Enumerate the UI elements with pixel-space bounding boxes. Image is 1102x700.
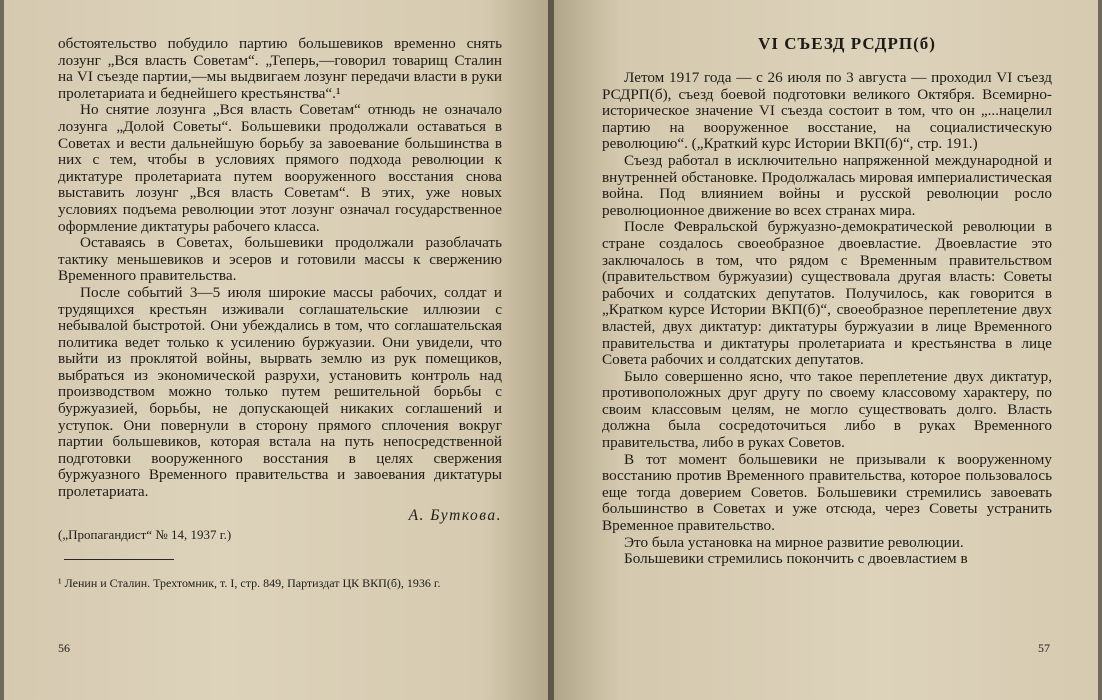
section-heading: VI СЪЕЗД РСДРП(б) xyxy=(758,34,936,53)
paragraph: Было совершенно ясно, что такое переплетение двух диктатур, противоположных друг другу по своему классовому характеру, по своим классовым целям, не могло существовать долго. Власть должна была сосредоточиться либо в руках Временного правительства, либо в руках Советов. xyxy=(602,367,1052,452)
paragraph: Оставаясь в Советах, большевики продолжали разоблачать тактику меньшевиков и эсеров и готовили массы к свержению Временного правительства. xyxy=(58,234,502,285)
left-page xyxy=(4,0,548,700)
page-number: 57 xyxy=(1038,641,1050,655)
left-page-text xyxy=(58,36,502,501)
paragraph: После Февральской буржуазно-демократической революции в стране создалось своеобразное двоевластие. Двоевластие это заключалось в том, что рядом с Временным правительством (правительством буржуазии) существовала другая власть: Советы рабочих и солдатских депутатов. Получилось, как говорится в „Кратком курсе Истории ВКП(б)“, своеобразное переплетение двух властей, двух диктатур: диктатуры буржуазии в лице Временного правительства и диктатуры пролетариата и крестьянства в лице Совета рабочих и солдатских депутатов. xyxy=(602,218,1052,369)
right-page xyxy=(554,0,1098,700)
paragraph: После событий 3—5 июля широкие массы рабочих, солдат и трудящихся крестьян изживали соглашательские иллюзии с небывалой быстротой. Они убеждались в том, что соглашательская политика ведет только к усилению буржуазии. Они увидели, что выйти из проклятой войны, вырвать землю из рук помещиков, выбраться из экономической разрухи, установить контроль над производством можно только путем решительной борьбы с буржуазией, борьбы, не допускающей никаких соглашений и уступок. Они повернули в сторону прямого сплочения вокруг партии большевиков, которая встала на путь непосредственной подготовки вооруженного восстания в целях свержения буржуазного Временного правительства и завоевания диктатуры пролетариата. xyxy=(58,283,502,501)
page-number: 56 xyxy=(58,641,70,655)
author-signature: А. Буткова. xyxy=(408,506,502,524)
paragraph: Большевики стремились покончить с двоевластием в xyxy=(624,550,968,568)
footnote-divider xyxy=(64,559,174,560)
right-page-text xyxy=(602,70,1052,568)
paragraph: Но снятие лозунга „Вся власть Советам“ отнюдь не означало лозунга „Долой Советы“. Большевики продолжали оставаться в Советах и вести дальнейшую борьбу за завоевание большинства в них с тем, чтобы в условиях прямого подхода революции к диктатуре пролетариата путем вооруженного восстания снова выставить лозунг „Вся власть Советам“. В этих, уже новых условиях подъема революции этот лозунг означал государственное оформление диктатуры рабочего класса. xyxy=(58,101,502,235)
paragraph: обстоятельство побудило партию большевиков временно снять лозунг „Вся власть Советам“. „Теперь,—говорил товарищ Сталин на VI съезде партии,—мы выдвигаем лозунг передачи власти в руки пролетариата и беднейшего крестьянства“.¹ xyxy=(58,35,502,102)
source-citation: („Пропагандист“ № 14, 1937 г.) xyxy=(58,526,232,542)
paragraph: Это была установка на мирное развитие революции. xyxy=(624,533,964,551)
paragraph: В тот момент большевики не призывали к вооруженному восстанию против Временного правительства, которое пользовалось еще тогда доверием Советов. Большевики стремились завоевать большинство в Советах и уже отсюда, через Советы устранить Временное правительство. xyxy=(602,450,1052,535)
paragraph: Съезд работал в исключительно напряженной международной и внутренней обстановке. Продолжалась мировая империалистическая война. Под влиянием войны и русской революции росло революционное движение во всех странах мира. xyxy=(602,151,1052,219)
footnote: ¹ Ленин и Сталин. Трехтомник, т. I, стр. 849, Партиздат ЦК ВКП(б), 1936 г. xyxy=(58,575,441,590)
paragraph: Летом 1917 года — с 26 июля по 3 августа — проходил VI съезд РСДРП(б), съезд боевой подготовки великого Октября. Всемирно-историческое значение VI съезда состоит в том, что он „...нацелил партию на вооруженное восстание, на социалистическую революцию“. („Краткий курс Истории ВКП(б)“, стр. 191.) xyxy=(602,69,1052,153)
